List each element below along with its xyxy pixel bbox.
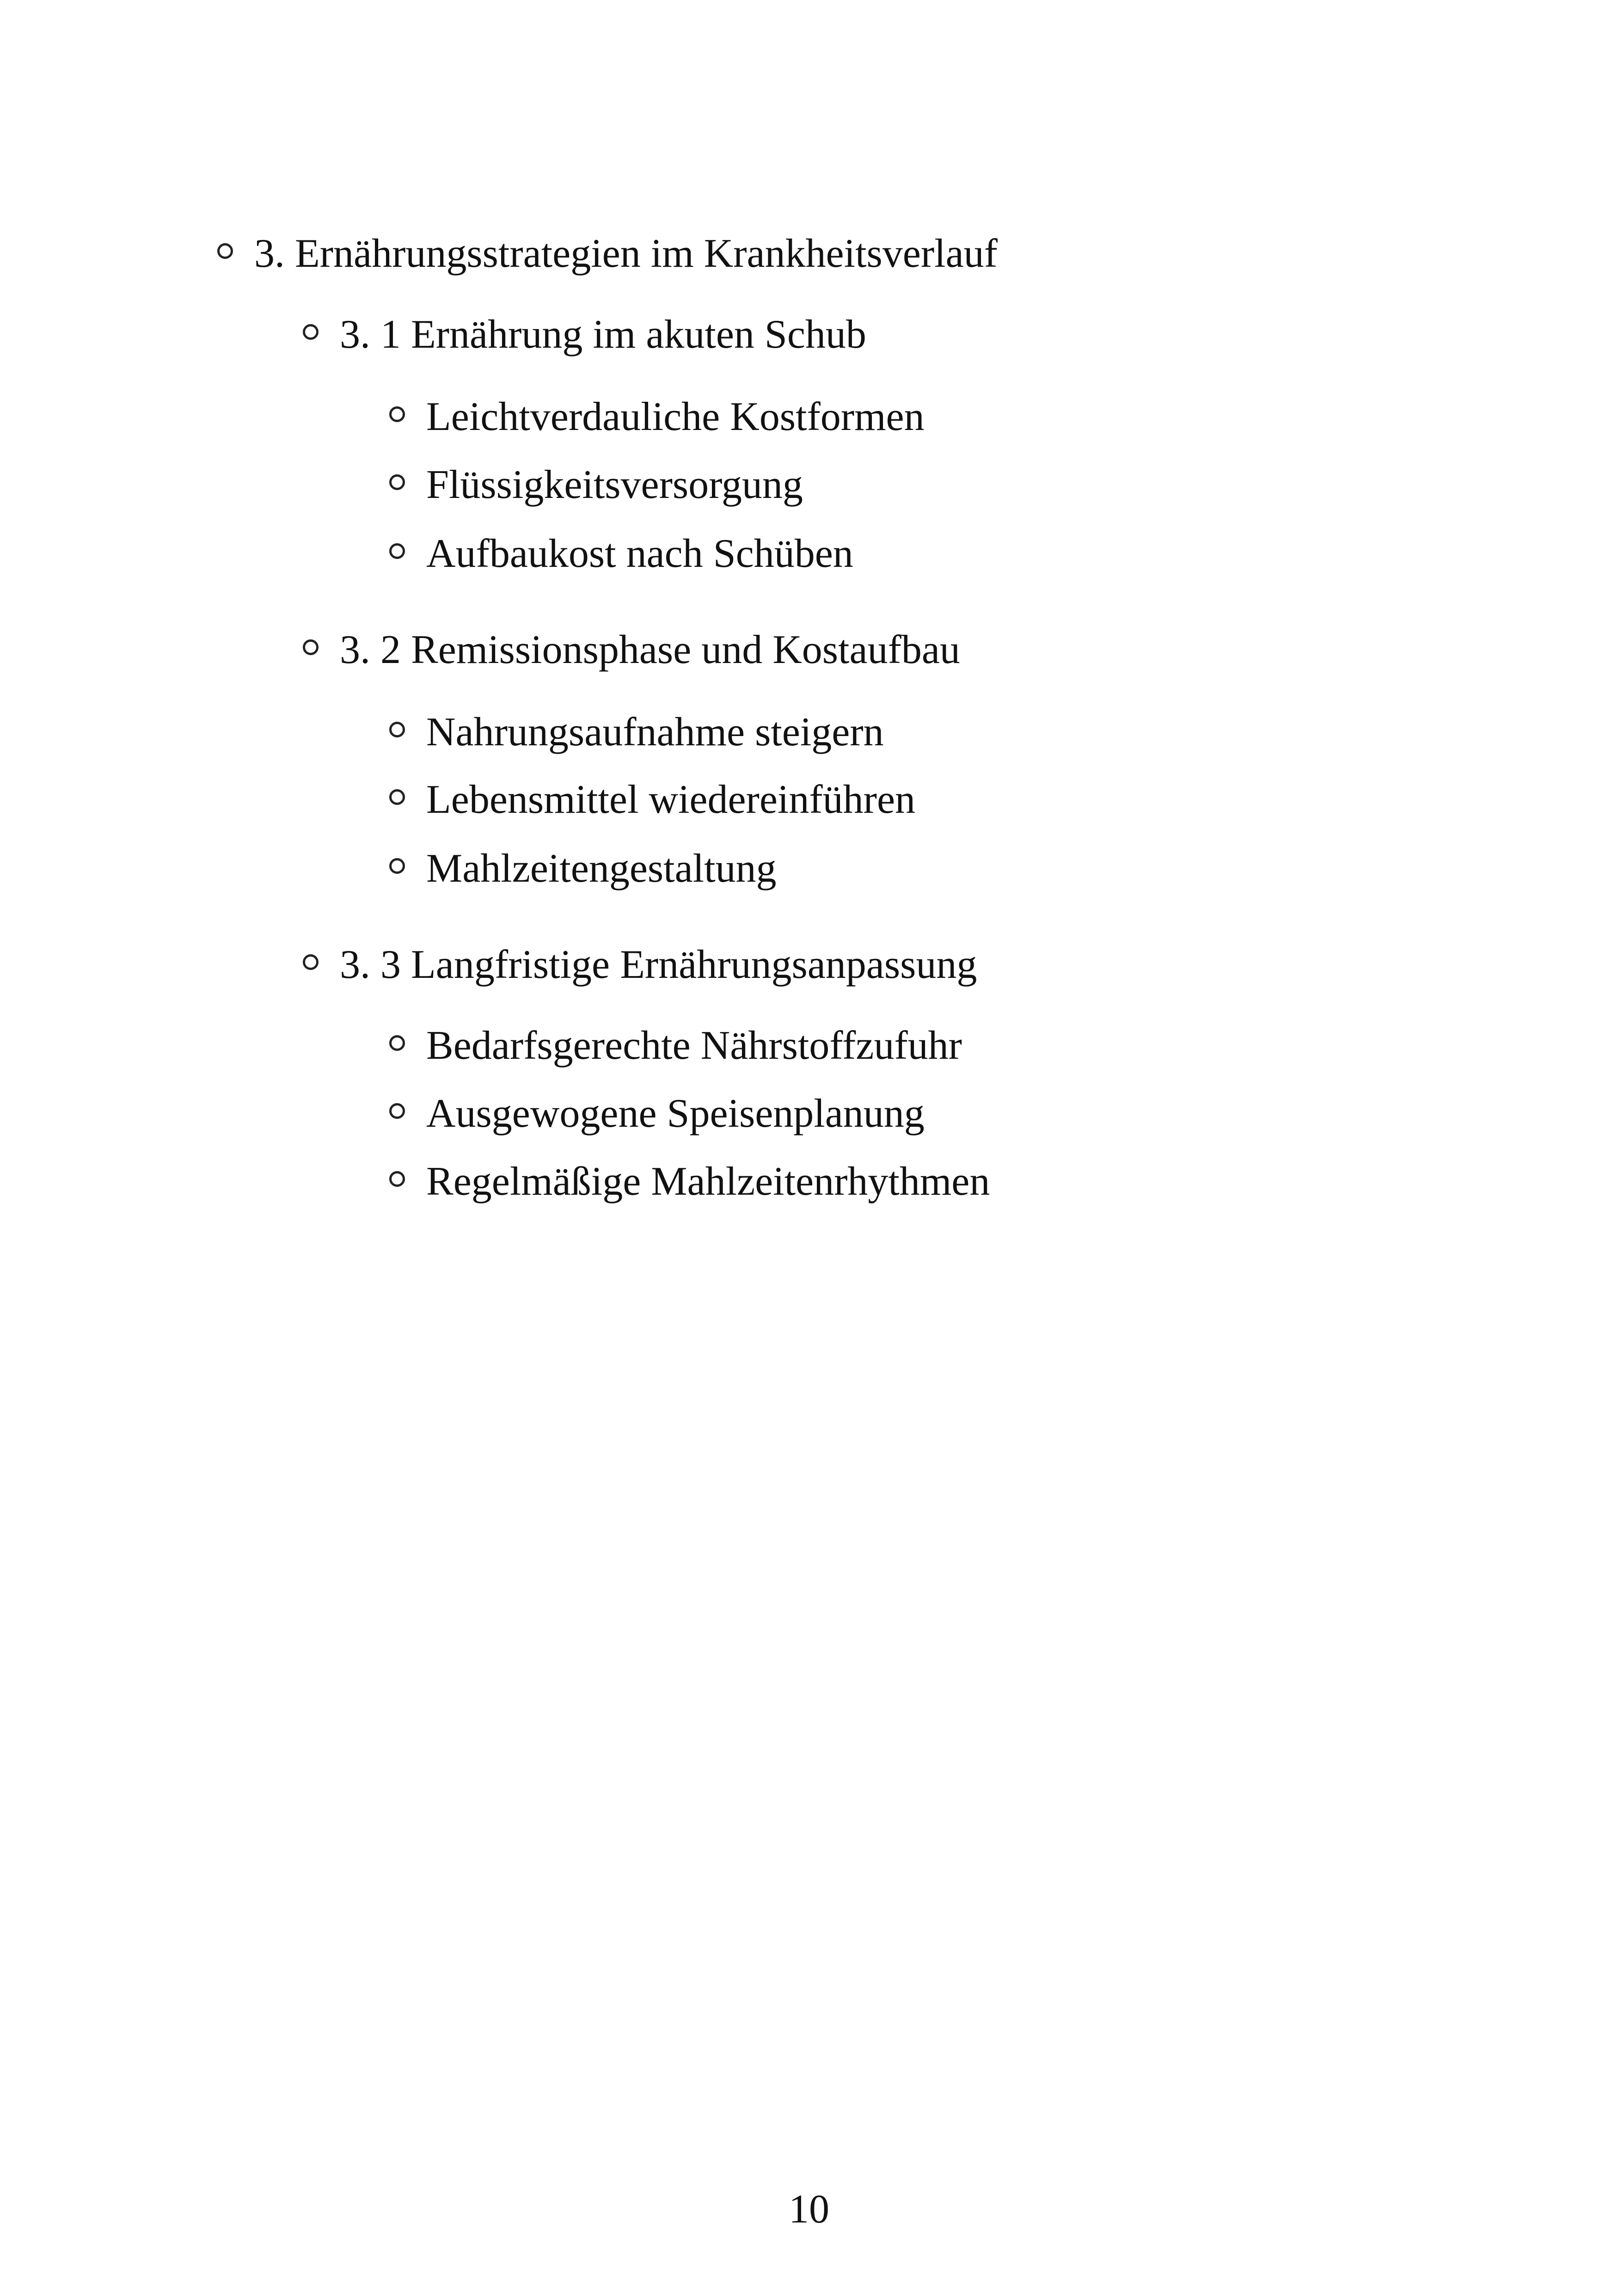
list-item	[389, 394, 925, 439]
hollow-bullet-icon	[389, 406, 405, 422]
list-item-text: Ausgewogene Speisenplanung	[426, 1091, 925, 1136]
list-item-text: Aufbaukost nach Schüben	[426, 531, 853, 576]
hollow-bullet-icon	[303, 639, 319, 655]
hollow-bullet-icon	[389, 1035, 405, 1051]
hollow-bullet-icon	[389, 1171, 405, 1187]
hollow-bullet-icon	[389, 1103, 405, 1119]
list-item-text: Lebensmittel wiedereinführen	[426, 777, 916, 822]
hollow-bullet-icon	[217, 243, 233, 259]
section-title	[303, 314, 866, 355]
section-title	[303, 942, 977, 987]
list-item	[389, 1161, 990, 1202]
list-item	[389, 712, 884, 753]
list-item	[389, 1025, 962, 1066]
list-item-text: Bedarfsgerechte Nährstoffzufuhr	[426, 1023, 962, 1068]
section-title-text: 3. 2 Remissionsphase und Kostaufbau	[340, 627, 960, 672]
list-item-text: Mahlzeitengestaltung	[426, 846, 777, 891]
list-item	[389, 1093, 925, 1134]
outline-heading	[217, 233, 998, 274]
hollow-bullet-icon	[303, 324, 319, 340]
list-item-text: Leichtverdauliche Kostformen	[426, 394, 925, 439]
hollow-bullet-icon	[389, 858, 405, 874]
list-item	[389, 848, 777, 889]
hollow-bullet-icon	[303, 954, 319, 970]
list-item-text: Flüssigkeitsversorgung	[426, 462, 803, 507]
hollow-bullet-icon	[389, 543, 405, 559]
section-title-text: 3. 1 Ernährung im akuten Schub	[340, 312, 866, 357]
list-item	[389, 531, 853, 576]
list-item-text: Nahrungsaufnahme steigern	[426, 710, 884, 755]
outline-heading-text: 3. Ernährungsstrategien im Krankheitsverlauf	[254, 231, 998, 276]
section-title	[303, 627, 960, 672]
hollow-bullet-icon	[389, 722, 405, 737]
hollow-bullet-icon	[389, 789, 405, 805]
section-title-text: 3. 3 Langfristige Ernährungsanpassung	[340, 942, 977, 987]
hollow-bullet-icon	[389, 474, 405, 490]
page-number: 10	[789, 2187, 829, 2232]
list-item-text: Regelmäßige Mahlzeitenrhythmen	[426, 1159, 990, 1204]
list-item	[389, 462, 803, 507]
list-item	[389, 777, 916, 822]
